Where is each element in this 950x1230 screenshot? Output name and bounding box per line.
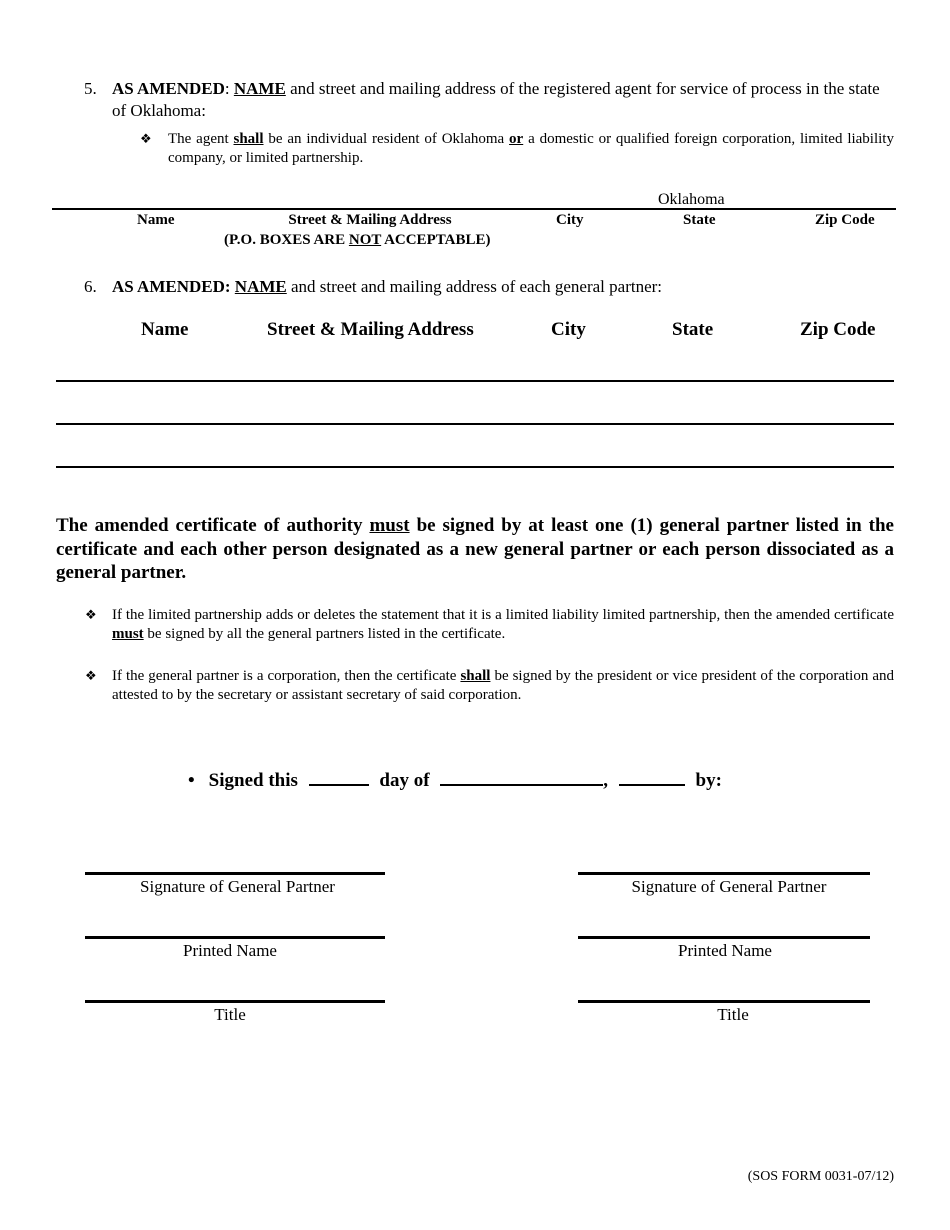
right-title-label: Title: [717, 1005, 749, 1024]
left-title-line[interactable]: [85, 1000, 385, 1003]
agent-table-line: [52, 208, 896, 210]
agent-note-shall: shall: [233, 131, 264, 147]
day-blank[interactable]: [309, 768, 369, 786]
diamond-bullet-icon: ❖: [85, 668, 97, 683]
right-signature-line[interactable]: [578, 872, 870, 875]
partner-col-zip: Zip Code: [800, 319, 876, 340]
diamond-bullet-icon: ❖: [140, 131, 152, 146]
bullet-corporation-partner: [112, 667, 894, 705]
partner-col-street: Street & Mailing Address: [267, 319, 474, 340]
agent-col-zip: Zip Code: [815, 212, 875, 228]
year-blank[interactable]: [619, 768, 685, 786]
signed-comma: ,: [603, 770, 609, 791]
bullet-2-part2: be signed by the president or vice president of the corporation and attested to by the secretary or assistant secretary of said corporation.: [112, 668, 894, 703]
agent-col-city: City: [556, 212, 584, 228]
bullet-llp-statement: [112, 606, 894, 644]
right-signature-label: Signature of General Partner: [631, 877, 827, 896]
po-box-note: [224, 232, 490, 249]
signing-notice-must: must: [369, 515, 410, 536]
signing-notice-part1: The amended certificate of authority: [56, 515, 370, 536]
right-printed-name-label: Printed Name: [678, 941, 772, 960]
left-printed-name-line[interactable]: [85, 936, 385, 939]
item-5-colon: :: [224, 79, 230, 98]
left-printed-name-label: Printed Name: [183, 941, 277, 960]
bullet-1-part1: If the limited partnership adds or deletes the statement that it is a limited liability limited partnership, then the amended certificate: [112, 607, 894, 623]
item-6-prefix: AS AMENDED:: [112, 277, 231, 296]
agent-note-or: or: [509, 131, 524, 147]
item-5-prefix: AS AMENDED: [112, 79, 225, 98]
partner-col-state: State: [672, 319, 714, 340]
po-note-not: NOT: [348, 232, 382, 248]
partner-row-line-1[interactable]: [56, 380, 894, 382]
left-title-label: Title: [214, 1005, 246, 1024]
partner-row-line-2[interactable]: [56, 423, 894, 425]
item-6-text: [112, 276, 894, 298]
agent-note-part2: be an individual resident of Oklahoma: [263, 131, 510, 147]
po-note-open: (P.O. BOXES ARE: [224, 232, 349, 248]
form-id-footer: (SOS FORM 0031-07/12): [747, 1169, 894, 1184]
item-5-agent-note: [168, 130, 894, 168]
partner-row-line-3[interactable]: [56, 466, 894, 468]
bullet-2-part1: If the general partner is a corporation, then the certificate: [112, 668, 461, 684]
partner-col-name: Name: [141, 319, 189, 340]
item-5-number: 5.: [84, 79, 97, 98]
agent-col-state: State: [683, 212, 716, 228]
left-signature-label: Signature of General Partner: [140, 877, 335, 896]
signing-notice: [56, 514, 894, 585]
diamond-bullet-icon: ❖: [85, 607, 97, 622]
signed-by-label: by:: [695, 770, 722, 791]
signed-this-label: Signed this: [208, 770, 298, 791]
po-note-close: ACCEPTABLE): [381, 232, 491, 248]
item-5-text: [112, 78, 894, 122]
item-6-number: 6.: [84, 277, 97, 296]
item-6-description: and street and mailing address of each general partner:: [286, 277, 663, 296]
agent-note-part3: a domestic or qualified foreign corporation, limited liability company, or limited partnership.: [168, 131, 894, 166]
signing-notice-part2: be signed by at least one (1) general partner listed in the certificate and each other person designated as a new general partner or each person dissociated as a general partner.: [56, 515, 894, 583]
agent-note-part1: The agent: [168, 131, 234, 147]
item-5-description: and street and mailing address of the registered agent for service of process in the state of Oklahoma:: [112, 79, 880, 120]
right-printed-name-line[interactable]: [578, 936, 870, 939]
bullet-1-must: must: [112, 626, 144, 642]
bullet-1-part2: be signed by all the general partners listed in the certificate.: [143, 626, 506, 642]
bullet-2-shall: shall: [460, 668, 491, 684]
agent-col-name: Name: [137, 212, 175, 228]
signed-date-line: [188, 768, 722, 792]
item-5-name-word: NAME: [233, 79, 286, 98]
agent-col-street: Street & Mailing Address: [288, 212, 452, 228]
item-6-name-word: NAME: [234, 277, 287, 296]
left-signature-line[interactable]: [85, 872, 385, 875]
partner-col-city: City: [551, 319, 586, 340]
right-title-line[interactable]: [578, 1000, 870, 1003]
agent-state-value: Oklahoma: [658, 191, 725, 208]
month-blank[interactable]: [440, 768, 603, 786]
signed-bullet-icon: •: [188, 770, 195, 791]
day-of-label: day of: [379, 770, 430, 791]
